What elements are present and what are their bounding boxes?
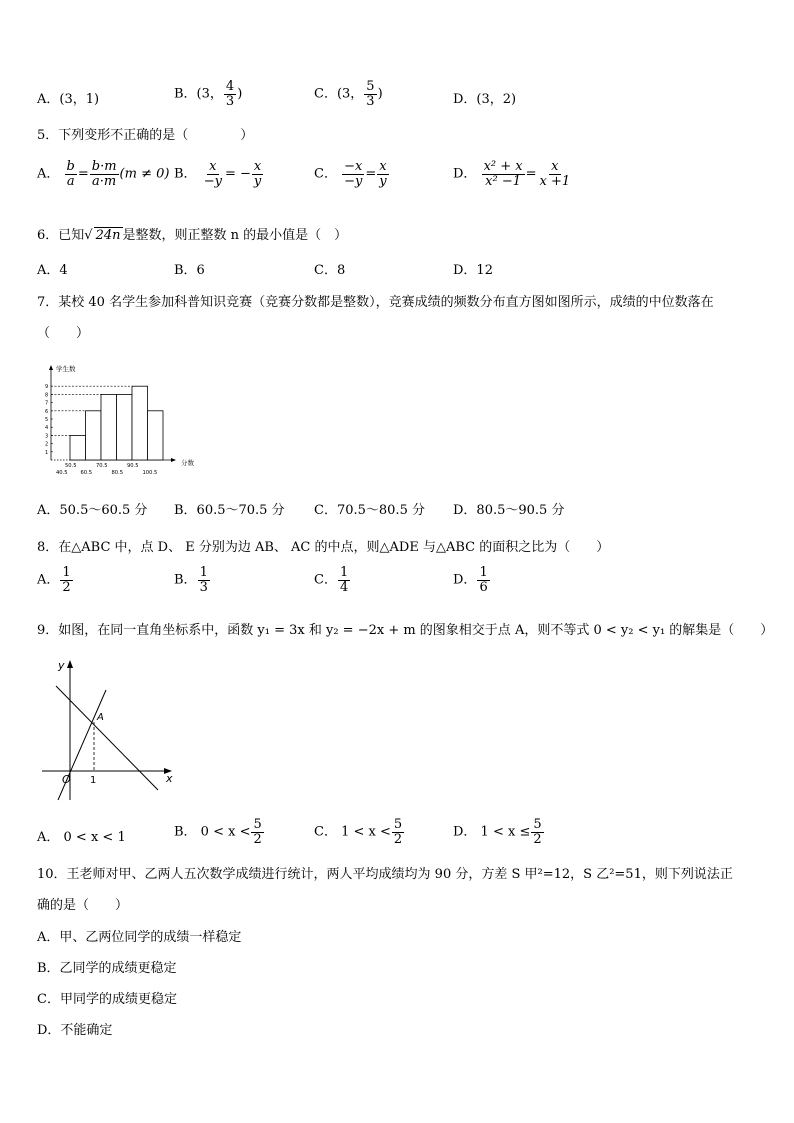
q9-option-a: A． 0 < x < 1 (37, 830, 126, 845)
q6-stem: 6．已知√ 24n 是整数，则正整数 n 的最小值是（ ） (37, 228, 348, 243)
histogram-x-tick-label: 80.5 (111, 470, 124, 476)
histogram-y-axis-arrow (49, 365, 53, 370)
q7-option-a: A．50.5～60.5 分 (37, 503, 148, 518)
histogram-bar (101, 394, 117, 460)
histogram-bar (148, 411, 164, 460)
histogram-bar (117, 394, 133, 460)
q8-option-c: C． $\frac{1}{4}$ (314, 565, 349, 595)
q6-option-b: B．6 (174, 263, 205, 278)
q5-option-a: A． $\frac{b}{a}$ = $\frac{b\cdot m}{a\cdot m}$ (m ≠ 0) (37, 159, 170, 189)
q10-option-b: B．乙同学的成绩更稳定 (37, 961, 177, 976)
q8-option-d: D． $\frac{1}{6}$ (453, 565, 488, 595)
histogram-y-tick-label: 5 (45, 417, 49, 423)
histogram-y-tick-label: 2 (45, 441, 49, 448)
q6-option-c: C．8 (314, 263, 346, 278)
q6-option-d: D．12 (453, 263, 493, 278)
q8-option-a: A． $\frac{1}{2}$ (37, 565, 71, 595)
q5-option-d: D． $\frac{\text{x² + x}}{\text{x² −1}}$ = $\frac{x}{x +1}$ (453, 159, 571, 189)
histogram-bar (70, 435, 86, 460)
histogram-bar (132, 386, 148, 460)
histogram-x-label: 分数 (181, 459, 194, 467)
histogram-y-tick-label: 8 (45, 392, 49, 399)
q7-option-b: B．60.5～70.5 分 (174, 503, 285, 518)
histogram-y-tick-label: 4 (45, 425, 49, 432)
y-axis-arrow (67, 660, 73, 668)
q10-option-a: A．甲、乙两位同学的成绩一样稳定 (37, 930, 242, 945)
q8-stem: 8．在△ABC 中，点 D、 E 分别为边 AB、 AC 的中点，则△ADE 与△ABC 的面积之比为（ ） (37, 540, 610, 555)
q7-stem-line1: 7．某校 40 名学生参加科普知识竞赛（竞赛分数都是整数），竞赛成绩的频数分布直方图如图所示，成绩的中位数落在 (37, 295, 714, 310)
q9-option-c: C． 1 < x < $\frac{5}{2}$ (314, 817, 403, 847)
q4-option-a: A．(3，1) (37, 92, 100, 107)
y-axis-label: y (58, 659, 65, 672)
q7-option-c: C．70.5～80.5 分 (314, 503, 425, 518)
histogram-x-tick-label: 40.5 (56, 470, 68, 476)
histogram-x-tick-label: 70.5 (96, 463, 108, 469)
q4-option-b: B．(3， $\frac{4}{3}$ ) (174, 79, 243, 109)
histogram-y-tick-label: 1 (45, 449, 49, 456)
histogram-y-tick-label: 7 (45, 400, 49, 407)
q7-stem-line2: （ ） (37, 326, 90, 341)
q4-option-d: D．(3，2) (453, 92, 517, 107)
histogram-x-axis-arrow (171, 458, 176, 462)
q5-option-c: C． $\frac{-x}{-y}$ = $\frac{x}{y}$ (314, 159, 387, 189)
q9-coordinate-graph (36, 652, 181, 804)
origin-label: O (62, 773, 71, 786)
histogram-y-tick-label: 3 (45, 433, 49, 440)
histogram-y-tick-label: 9 (45, 384, 49, 391)
histogram-y-tick-label: 6 (45, 408, 49, 415)
tick-1-label: 1 (90, 775, 97, 786)
histogram-y-label: 学生数 (56, 365, 76, 373)
q7-option-d: D．80.5～90.5 分 (453, 503, 565, 518)
q5-stem: 5．下列变形不正确的是（ ） (37, 128, 254, 143)
q8-option-b: B． $\frac{1}{3}$ (174, 565, 208, 595)
histogram-x-tick-label: 100.5 (142, 470, 158, 476)
q9-option-d: D． 1 < x ≤ $\frac{5}{2}$ (453, 817, 542, 847)
point-a-label: A (97, 712, 104, 723)
q5-option-b: B． $\frac{x}{-y}$ = − $\frac{x}{y}$ (174, 159, 262, 189)
q10-option-c: C．甲同学的成绩更稳定 (37, 992, 177, 1007)
histogram-x-tick-label: 50.5 (65, 463, 77, 469)
histogram-bar (86, 411, 102, 460)
q10-option-d: D．不能确定 (37, 1023, 113, 1038)
line-y2 (56, 686, 158, 790)
x-axis-label: x (166, 772, 173, 785)
q9-option-b: B． 0 < x < $\frac{5}{2}$ (174, 817, 262, 847)
q10-stem-line2: 确的是（ ） (37, 898, 129, 913)
q6-option-a: A．4 (37, 263, 68, 278)
histogram-chart (38, 360, 210, 480)
q9-stem: 9．如图，在同一直角坐标系中，函数 y₁ = 3x 和 y₂ = −2x + m 的图象相交于点 A，则不等式 0 < y₂ < y₁ 的解集是（ ） (37, 623, 774, 638)
histogram-x-tick-label: 90.5 (127, 463, 139, 469)
q4-option-c: C．(3， $\frac{5}{3}$ ) (314, 79, 383, 109)
q10-stem-line1: 10．王老师对甲、乙两人五次数学成绩进行统计，两人平均成绩均为 90 分，方差 S 甲²=12，S 乙²=51，则下列说法正 (37, 867, 733, 882)
histogram-x-tick-label: 60.5 (80, 470, 93, 476)
